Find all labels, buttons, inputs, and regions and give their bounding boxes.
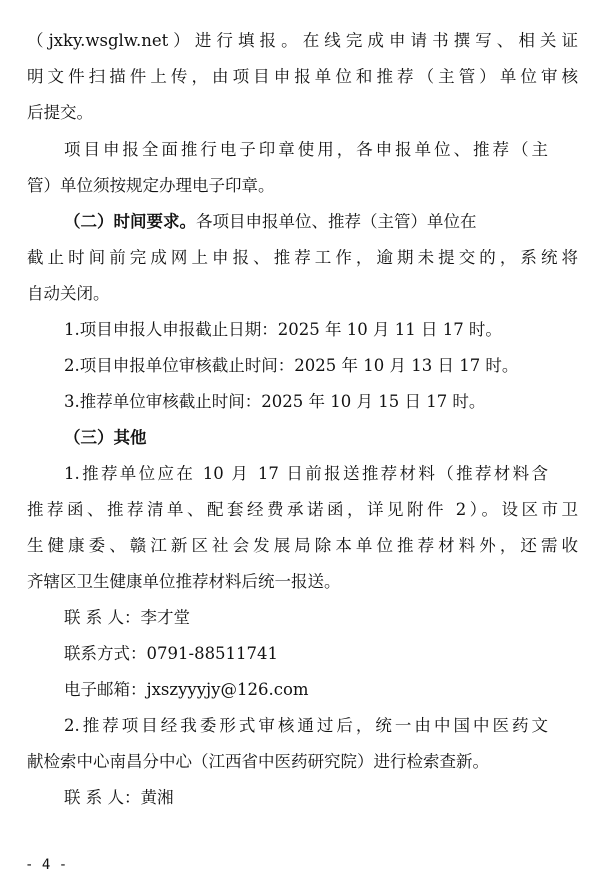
text-line: 项目申报全面推行电子印章使用，各申报单位、推荐（主 (64, 140, 548, 159)
text-line: 推荐函、推荐清单、配套经费承诺函，详见附件 2）。设区市卫 (27, 500, 578, 519)
text-line: 2.推荐项目经我委形式审核通过后，统一由中国中医药文 (64, 716, 548, 735)
text-line: 1.项目申报人申报截止日期：2025 年 10 月 11 日 17 时。 (64, 320, 502, 339)
text-line: 2.项目申报单位审核截止时间：2025 年 10 月 13 日 17 时。 (64, 356, 519, 375)
text-line: 生健康委、赣江新区社会发展局除本单位推荐材料外，还需收 (27, 536, 578, 555)
text-line: 管）单位须按规定办理电子印章。 (27, 176, 275, 195)
text-span: 各项目申报单位、推荐（主管）单位在 (196, 212, 477, 231)
contact-email: 电子邮箱：jxszyyyjy@126.com (64, 680, 309, 699)
page-number: - 4 - (25, 857, 68, 873)
text-line: 1.推荐单位应在 10 月 17 日前报送推荐材料（推荐材料含 (64, 464, 548, 483)
contact-phone: 联系方式：0791-88511741 (64, 644, 279, 663)
text-line: 明文件扫描件上传，由项目申报单位和推荐（主管）单位审核 (27, 67, 578, 86)
text-line: 截止时间前完成网上申报、推荐工作，逾期未提交的，系统将 (27, 248, 578, 267)
text-line: 后提交。 (27, 103, 93, 122)
contact-person: 联 系 人：黄湘 (64, 788, 174, 807)
contact-person: 联 系 人：李才堂 (64, 608, 190, 627)
section-heading: （二）时间要求。 (64, 212, 196, 231)
text-line: 3.推荐单位审核截止时间：2025 年 10 月 15 日 17 时。 (64, 392, 486, 411)
text-line: 齐辖区卫生健康单位推荐材料后统一报送。 (27, 572, 341, 591)
text-line: （jxky.wsglw.net）进行填报。在线完成申请书撰写、相关证 (27, 31, 578, 50)
text-line: 献检索中心南昌分中心（江西省中医药研究院）进行检索查新。 (27, 752, 489, 771)
text-line (64, 211, 584, 233)
text-line: 自动关闭。 (27, 284, 110, 303)
section-heading: （三）其他 (64, 428, 147, 447)
